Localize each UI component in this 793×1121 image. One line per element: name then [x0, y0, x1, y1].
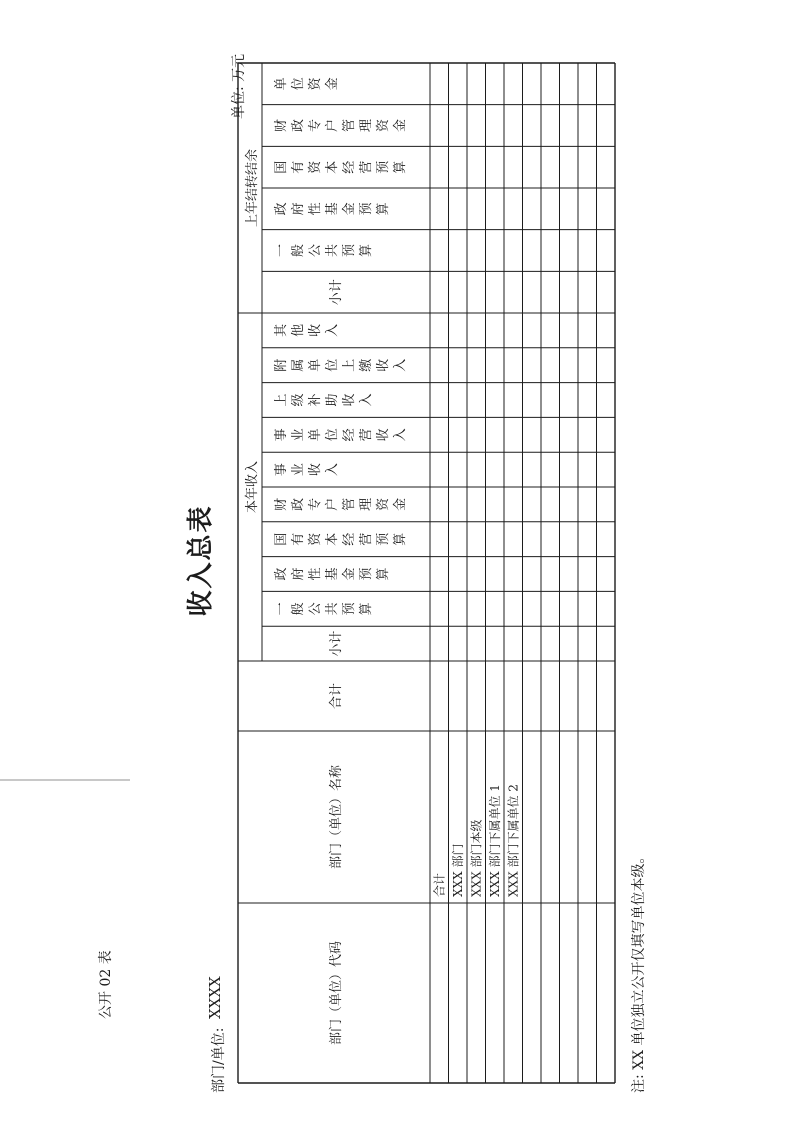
prior-col-header-char: 算: [393, 160, 408, 174]
current-col-header-char: 营: [359, 532, 374, 546]
col-header-code: 部门（单位）代码: [329, 940, 344, 1046]
dept-value: XXXX: [206, 976, 224, 1019]
current-col-header-char: 入: [359, 393, 374, 407]
current-col-header-char: 收: [342, 393, 357, 407]
current-col-header-char: 事: [274, 463, 289, 477]
prior-col-header-char: 国: [274, 160, 289, 174]
footnote: 注: XX 单位独立公开仅填写单位本级。: [631, 849, 647, 1093]
current-col-header-char: 级: [291, 393, 306, 407]
current-col-header-char: 属: [291, 358, 306, 372]
current-col-header: [273, 323, 340, 337]
current-col-header-char: 其: [274, 323, 289, 337]
current-col-header-char: 入: [393, 428, 408, 442]
current-col-header: [274, 359, 408, 372]
current-col-header-char: 理: [359, 497, 374, 511]
current-col-header-char: 公: [308, 602, 323, 616]
current-col-header-char: 一: [274, 602, 289, 616]
current-col-header-char: 入: [393, 358, 408, 372]
prior-col-header: [274, 160, 408, 174]
current-col-header-char: 事: [274, 428, 289, 442]
current-col-header: [273, 497, 408, 511]
prior-col-header-char: 共: [325, 243, 340, 258]
current-col-header-char: 资: [308, 532, 323, 546]
prior-col-header-char: 性: [308, 202, 323, 216]
current-col-header-char: 金: [342, 567, 357, 581]
current-col-header-char: 业: [291, 428, 306, 442]
current-col-header-char: 专: [308, 497, 323, 511]
current-col-header-char: 缴: [359, 358, 374, 372]
page-title: 收入总表: [186, 504, 216, 617]
scan-edge-mark: [0, 779, 130, 781]
col-header-total: 合计: [329, 682, 344, 710]
prior-col-header-char: 位: [291, 77, 306, 91]
current-col-header-char: 府: [291, 567, 306, 581]
current-col-header-char: 收: [376, 428, 391, 442]
current-col-header: [274, 393, 374, 406]
current-col-header-char: 本: [325, 532, 340, 546]
current-col-header-char: 经: [342, 532, 357, 546]
row-name: 合计: [432, 872, 447, 897]
current-col-header-char: 预: [342, 602, 357, 616]
current-col-header-char: 基: [325, 567, 340, 581]
current-col-header-char: 收: [308, 323, 323, 337]
prior-col-header-char: 政: [274, 202, 289, 216]
prior-col-header-char: 财: [274, 118, 289, 133]
current-col-header-char: 单: [308, 358, 323, 372]
current-col-header-char: 补: [308, 393, 323, 407]
form-code: 公开 02 表: [98, 950, 114, 1019]
prior-col-header-char: 预: [342, 243, 357, 258]
unit-label: 单位: 万元: [231, 53, 247, 119]
current-col-header-char: 管: [342, 497, 357, 511]
group-header-prior: 上年结转结余: [245, 148, 260, 228]
current-col-header-char: 上: [342, 358, 357, 372]
prior-col-header-char: 管: [342, 118, 357, 133]
current-col-header-char: 助: [325, 393, 340, 407]
prior-col-header-char: 资: [308, 77, 323, 91]
prior-col-header-char: 预: [359, 202, 374, 216]
current-subtotal-header: 小计: [329, 630, 344, 657]
prior-col-header-char: 单: [274, 77, 289, 91]
row-name: XXX 部门下属单位 1: [487, 784, 502, 897]
prior-col-header-char: 基: [325, 202, 340, 216]
current-col-header-char: 金: [393, 497, 408, 511]
prior-col-header-char: 经: [342, 160, 357, 174]
current-col-header-char: 位: [325, 358, 340, 372]
current-col-header-char: 资: [376, 497, 391, 511]
prior-col-header-char: 般: [291, 243, 306, 258]
current-col-header: [273, 463, 340, 476]
current-col-header-char: 共: [325, 602, 340, 616]
current-col-header-char: 算: [376, 567, 391, 581]
row-name: XXX 部门: [450, 843, 465, 897]
group-header-current: 本年收入: [245, 460, 260, 514]
row-name: XXX 部门下属单位 2: [506, 784, 521, 897]
current-col-header-char: 户: [325, 497, 340, 511]
prior-col-header-char: 有: [291, 160, 306, 174]
current-col-header-char: 政: [291, 497, 306, 511]
current-col-header: [274, 567, 391, 580]
current-col-header-char: 国: [274, 532, 289, 546]
current-col-header: [273, 428, 408, 441]
current-col-header-char: 附: [274, 358, 289, 372]
prior-col-header-char: 预: [376, 160, 391, 174]
current-col-header-char: 经: [342, 428, 357, 442]
prior-col-header: [274, 76, 340, 90]
prior-col-header-char: 算: [376, 202, 391, 216]
current-col-header-char: 上: [274, 393, 289, 407]
current-col-header: [274, 602, 374, 615]
prior-col-header: [273, 118, 408, 132]
current-col-header-char: 有: [291, 532, 306, 546]
dept-label: 部门/单位:: [211, 1027, 227, 1093]
row-name: XXX 部门本级: [469, 819, 484, 897]
prior-col-header-char: 金: [342, 202, 357, 216]
prior-col-header-char: 算: [359, 243, 374, 258]
col-header-name: 部门（单位）名称: [329, 764, 344, 870]
prior-col-header-char: 户: [325, 118, 340, 133]
prior-col-header-char: 营: [359, 160, 374, 174]
prior-col-header-char: 金: [393, 118, 408, 133]
prior-subtotal-header: 小计: [329, 279, 344, 306]
current-col-header-char: 入: [325, 463, 340, 477]
current-col-header-char: 财: [274, 497, 289, 511]
current-col-header-char: 业: [291, 463, 306, 477]
current-col-header-char: 入: [325, 323, 340, 337]
prior-col-header-char: 理: [359, 118, 374, 133]
current-col-header-char: 单: [308, 428, 323, 442]
prior-col-header: [274, 244, 374, 257]
current-col-header-char: 预: [359, 567, 374, 581]
prior-col-header-char: 府: [291, 202, 306, 216]
current-col-header-char: 般: [291, 602, 306, 616]
current-col-header-char: 性: [308, 567, 323, 581]
prior-col-header-char: 政: [291, 118, 306, 133]
prior-col-header-char: 专: [308, 118, 323, 133]
current-col-header: [274, 532, 408, 546]
current-col-header-char: 位: [325, 428, 340, 442]
current-col-header-char: 他: [291, 323, 306, 337]
prior-col-header-char: 一: [274, 243, 289, 258]
prior-col-header-char: 资: [308, 160, 323, 174]
prior-col-header-char: 资: [376, 118, 391, 133]
prior-col-header-char: 本: [325, 160, 340, 174]
current-col-header-char: 收: [308, 463, 323, 477]
current-col-header-char: 算: [359, 602, 374, 616]
current-col-header-char: 政: [274, 567, 289, 581]
current-col-header-char: 算: [393, 532, 408, 546]
current-col-header-char: 收: [376, 358, 391, 372]
prior-col-header-char: 金: [325, 77, 340, 91]
prior-col-header-char: 公: [308, 243, 323, 258]
prior-col-header: [274, 202, 391, 215]
current-col-header-char: 营: [359, 428, 374, 442]
current-col-header-char: 预: [376, 532, 391, 546]
